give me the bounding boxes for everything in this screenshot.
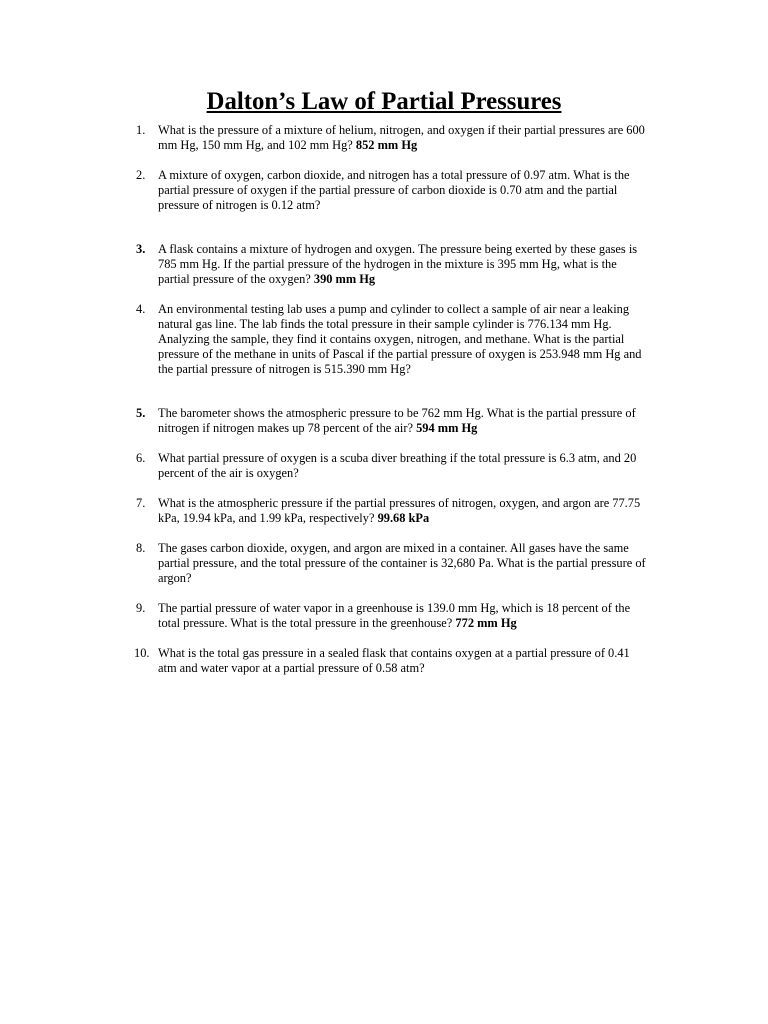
question-number: 6. xyxy=(136,451,146,465)
question-3 xyxy=(0,242,650,287)
answer: 852 mm Hg xyxy=(355,138,418,152)
question-number: 2. xyxy=(136,168,146,182)
question-9 xyxy=(0,601,650,631)
question-5 xyxy=(0,406,650,436)
question-1 xyxy=(0,123,650,153)
question-number: 3. xyxy=(136,242,146,256)
question-7 xyxy=(0,496,650,526)
question-number: 1. xyxy=(136,123,146,137)
question-list xyxy=(0,123,768,676)
question-number: 4. xyxy=(136,302,146,316)
question-number: 5. xyxy=(136,406,146,420)
question-10 xyxy=(0,646,650,676)
question-4 xyxy=(0,302,650,377)
answer: 99.68 kPa xyxy=(377,511,430,525)
question-2 xyxy=(0,168,650,213)
page-title: Dalton’s Law of Partial Pressures xyxy=(206,88,562,115)
question-number: 8. xyxy=(136,541,146,555)
answer: 594 mm Hg xyxy=(416,421,478,435)
question-text: What is the atmospheric pressure if the partial pressures of nitrogen, oxygen, and argon are 77.75 kPa, 19.94 kPa, and 1.99 kPa, respectively? xyxy=(158,496,641,525)
question-number: 9. xyxy=(136,601,146,615)
question-number: 10. xyxy=(134,646,150,660)
question-8 xyxy=(0,541,650,586)
question-text: What is the pressure of a mixture of helium, nitrogen, and oxygen if their partial pressures are 600 mm Hg, 150 mm Hg, and 102 mm Hg? xyxy=(158,123,645,152)
question-text: A mixture of oxygen, carbon dioxide, and nitrogen has a total pressure of 0.97 atm. What is the partial pressure of oxygen if the partial pressure of carbon dioxide is 0.70 atm and the partial pressure of nitrogen is 0.12 atm? xyxy=(158,168,630,212)
question-number: 7. xyxy=(136,496,146,510)
question-text: The partial pressure of water vapor in a greenhouse is 139.0 mm Hg, which is 18 percent of the total pressure. What is the total pressure in the greenhouse? xyxy=(158,601,631,630)
question-text: What is the total gas pressure in a sealed flask that contains oxygen at a partial pressure of 0.41 atm and water vapor at a partial pressure of 0.58 atm? xyxy=(158,646,630,675)
answer: 390 mm Hg xyxy=(313,272,376,286)
answer: 772 mm Hg xyxy=(455,616,517,630)
question-text: The gases carbon dioxide, oxygen, and argon are mixed in a container. All gases have the same partial pressure, and the total pressure of the container is 32,680 Pa. What is the partial pressure of argon? xyxy=(158,541,646,585)
question-text: The barometer shows the atmospheric pressure to be 762 mm Hg. What is the partial pressure of nitrogen if nitrogen makes up 78 percent of the air? xyxy=(158,406,636,435)
question-6 xyxy=(0,451,650,481)
question-text: A flask contains a mixture of hydrogen and oxygen. The pressure being exerted by these gases is 785 mm Hg. If the partial pressure of the hydrogen in the mixture is 395 mm Hg, what is the partial pressure of the oxygen? xyxy=(158,242,638,286)
question-text: What partial pressure of oxygen is a scuba diver breathing if the total pressure is 6.3 atm, and 20 percent of the air is oxygen? xyxy=(158,451,637,480)
question-text: An environmental testing lab uses a pump and cylinder to collect a sample of air near a leaking natural gas line. The lab finds the total pressure in their sample cylinder is 776.134 mm Hg. Analyzing the sample, they find it contains oxygen, nitrogen, and methane. What is the partial pressure of the methane in units of Pascal if the partial pressure of oxygen is 253.948 mm Hg and the partial pressure of nitrogen is 515.390 mm Hg? xyxy=(158,302,642,376)
